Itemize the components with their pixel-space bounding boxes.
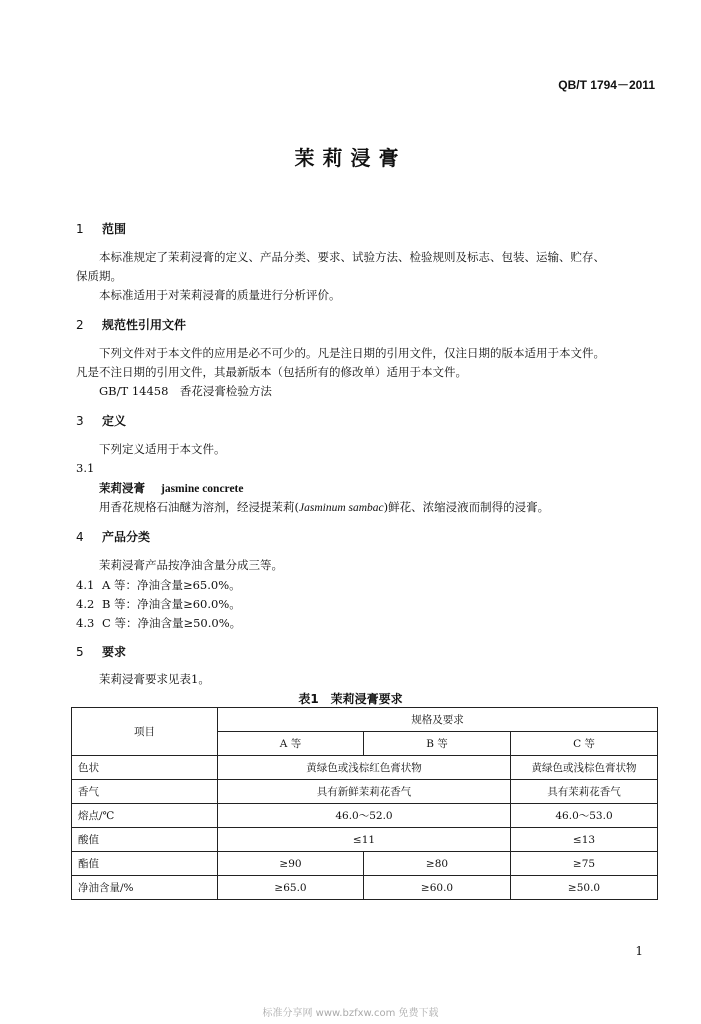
latin-name: Jasminum sambac — [299, 502, 384, 514]
table-cell: 黄绿色或浅棕红色膏状物 — [218, 756, 511, 780]
section-title: 定义 — [102, 414, 127, 428]
row-label: 净油含量/% — [72, 876, 218, 900]
table-row — [72, 876, 658, 900]
section-number: 3 — [76, 414, 84, 428]
table-cell: 黄绿色或浅棕色膏状物 — [511, 756, 658, 780]
grade-item — [76, 577, 241, 593]
section-4-heading — [76, 528, 150, 545]
paragraph: 茉莉浸膏产品按净油含量分成三等。 — [99, 558, 283, 572]
table-cell: 具有新鲜茉莉花香气 — [218, 780, 511, 804]
table-row — [72, 828, 658, 852]
row-label: 香气 — [72, 780, 218, 804]
term-chinese: 茉莉浸膏 — [99, 481, 145, 495]
table-cell: ≤11 — [218, 828, 511, 852]
paragraph: 下列文件对于本文件的应用是必不可少的。凡是注日期的引用文件，仅注日期的版本适用于本文件。 — [99, 346, 605, 360]
document-title: 茉莉浸膏 — [294, 146, 407, 170]
item-number: 4.3 — [76, 616, 95, 630]
row-label: 熔点/℃ — [72, 804, 218, 828]
paragraph: 下列定义适用于本文件。 — [99, 442, 226, 456]
paragraph: 凡是不注日期的引用文件，其最新版本（包括所有的修改单）适用于本文件。 — [76, 365, 467, 379]
standard-code: QB/T 1794－2011 — [558, 78, 655, 92]
section-1-heading — [76, 220, 126, 237]
header-item: 项目 — [72, 708, 218, 756]
table-cell: 具有茉莉花香气 — [511, 780, 658, 804]
row-label: 酯值 — [72, 852, 218, 876]
section-number: 4 — [76, 530, 84, 544]
table-caption: 表1 茉莉浸膏要求 — [298, 692, 403, 706]
term-english: jasmine concrete — [161, 483, 244, 495]
paragraph: 本标准规定了茉莉浸膏的定义、产品分类、要求、试验方法、检验规则及标志、包装、运输、贮存、 — [99, 250, 605, 264]
item-text: C 等：净油含量≥50.0%。 — [102, 616, 242, 630]
section-title: 规范性引用文件 — [102, 318, 187, 332]
row-label: 色状 — [72, 756, 218, 780]
table-row — [72, 780, 658, 804]
table-cell: ≥65.0 — [218, 876, 364, 900]
term-definition — [99, 499, 549, 515]
term-entry — [99, 480, 244, 496]
table-cell: ≥50.0 — [511, 876, 658, 900]
definition-text: 用香花规格石油醚为溶剂，经浸提茉莉( — [99, 500, 299, 514]
definition-text: )鲜花、浓缩浸液而制得的浸膏。 — [383, 500, 550, 514]
table-cell: ≥90 — [218, 852, 364, 876]
grade-item — [76, 615, 241, 631]
item-text: A 等：净油含量≥65.0%。 — [102, 578, 241, 592]
section-number: 2 — [76, 318, 84, 332]
section-3-heading — [76, 412, 126, 429]
paragraph: 本标准适用于对茉莉浸膏的质量进行分析评价。 — [99, 288, 341, 302]
section-number: 5 — [76, 645, 84, 659]
table-row — [72, 852, 658, 876]
grade-header: C 等 — [511, 732, 658, 756]
table-header-row — [72, 708, 658, 732]
section-title: 要求 — [102, 645, 127, 659]
header-spec: 规格及要求 — [218, 708, 658, 732]
normative-reference: GB/T 14458 香花浸膏检验方法 — [99, 384, 272, 398]
item-text: B 等：净油含量≥60.0%。 — [102, 597, 241, 611]
section-5-heading — [76, 643, 126, 660]
paragraph: 茉莉浸膏要求见表1。 — [99, 672, 210, 686]
page-number: 1 — [635, 944, 643, 958]
table-cell: 46.0～53.0 — [511, 804, 658, 828]
table-cell: ≥60.0 — [364, 876, 511, 900]
grade-item — [76, 596, 241, 612]
grade-header: B 等 — [364, 732, 511, 756]
table-row — [72, 804, 658, 828]
watermark: 标准分享网 www.bzfxw.com 免费下载 — [262, 1008, 439, 1019]
table-cell: ≥80 — [364, 852, 511, 876]
table-cell: ≥75 — [511, 852, 658, 876]
row-label: 酸值 — [72, 828, 218, 852]
grade-header: A 等 — [218, 732, 364, 756]
section-number: 1 — [76, 222, 84, 236]
section-title: 范围 — [102, 222, 127, 236]
paragraph: 保质期。 — [76, 269, 122, 283]
table-row — [72, 756, 658, 780]
requirements-table — [71, 707, 658, 900]
section-title: 产品分类 — [102, 530, 151, 544]
table-cell: 46.0～52.0 — [218, 804, 511, 828]
item-number: 4.2 — [76, 597, 95, 611]
table-cell: ≤13 — [511, 828, 658, 852]
subsection-number: 3.1 — [76, 461, 95, 475]
item-number: 4.1 — [76, 578, 95, 592]
section-2-heading — [76, 316, 186, 333]
